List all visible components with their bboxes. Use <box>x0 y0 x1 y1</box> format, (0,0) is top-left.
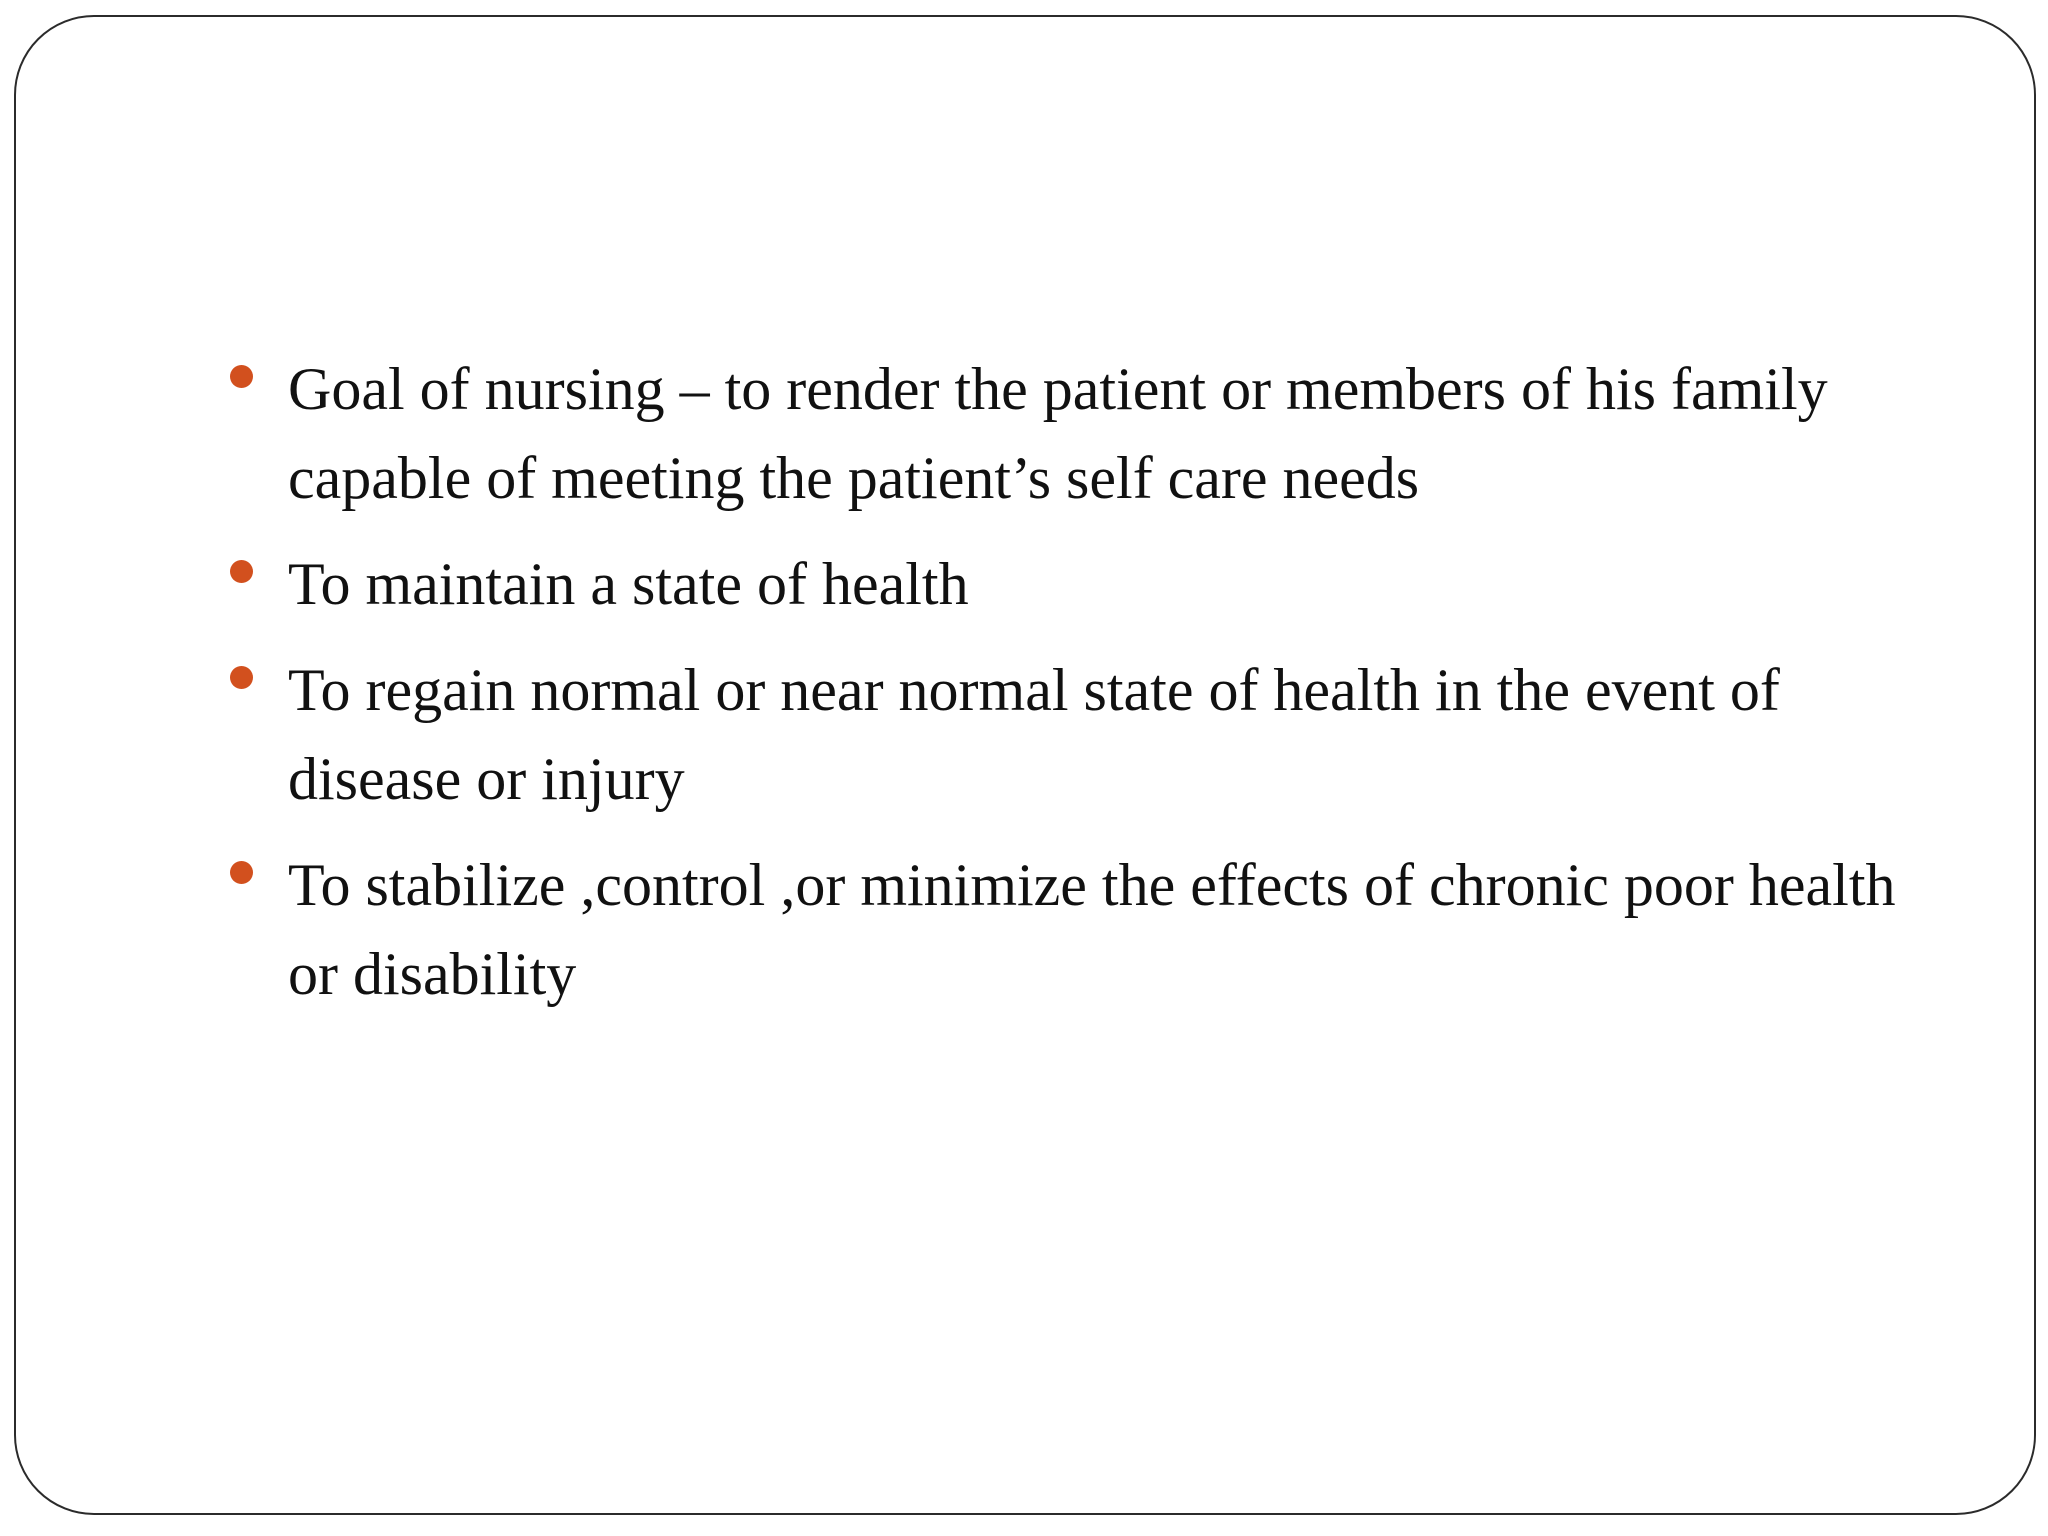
bullet-text: To maintain a state of health <box>288 551 969 617</box>
bullet-dot-icon <box>230 666 253 689</box>
list-item <box>228 345 1928 523</box>
bullet-dot-icon <box>230 861 253 884</box>
bullet-dot-icon <box>230 365 253 388</box>
list-item <box>228 540 1928 629</box>
bullet-text: To stabilize ,control ,or minimize the effects of chronic poor health or disability <box>288 852 1896 1007</box>
bullet-dot-icon <box>230 560 253 583</box>
bullet-text: Goal of nursing – to render the patient or members of his family capable of meeting the patient’s self care needs <box>288 356 1828 511</box>
list-item <box>228 646 1928 824</box>
bullet-list <box>228 345 1928 1036</box>
bullet-text: To regain normal or near normal state of health in the event of disease or injury <box>288 657 1780 812</box>
list-item <box>228 841 1928 1019</box>
